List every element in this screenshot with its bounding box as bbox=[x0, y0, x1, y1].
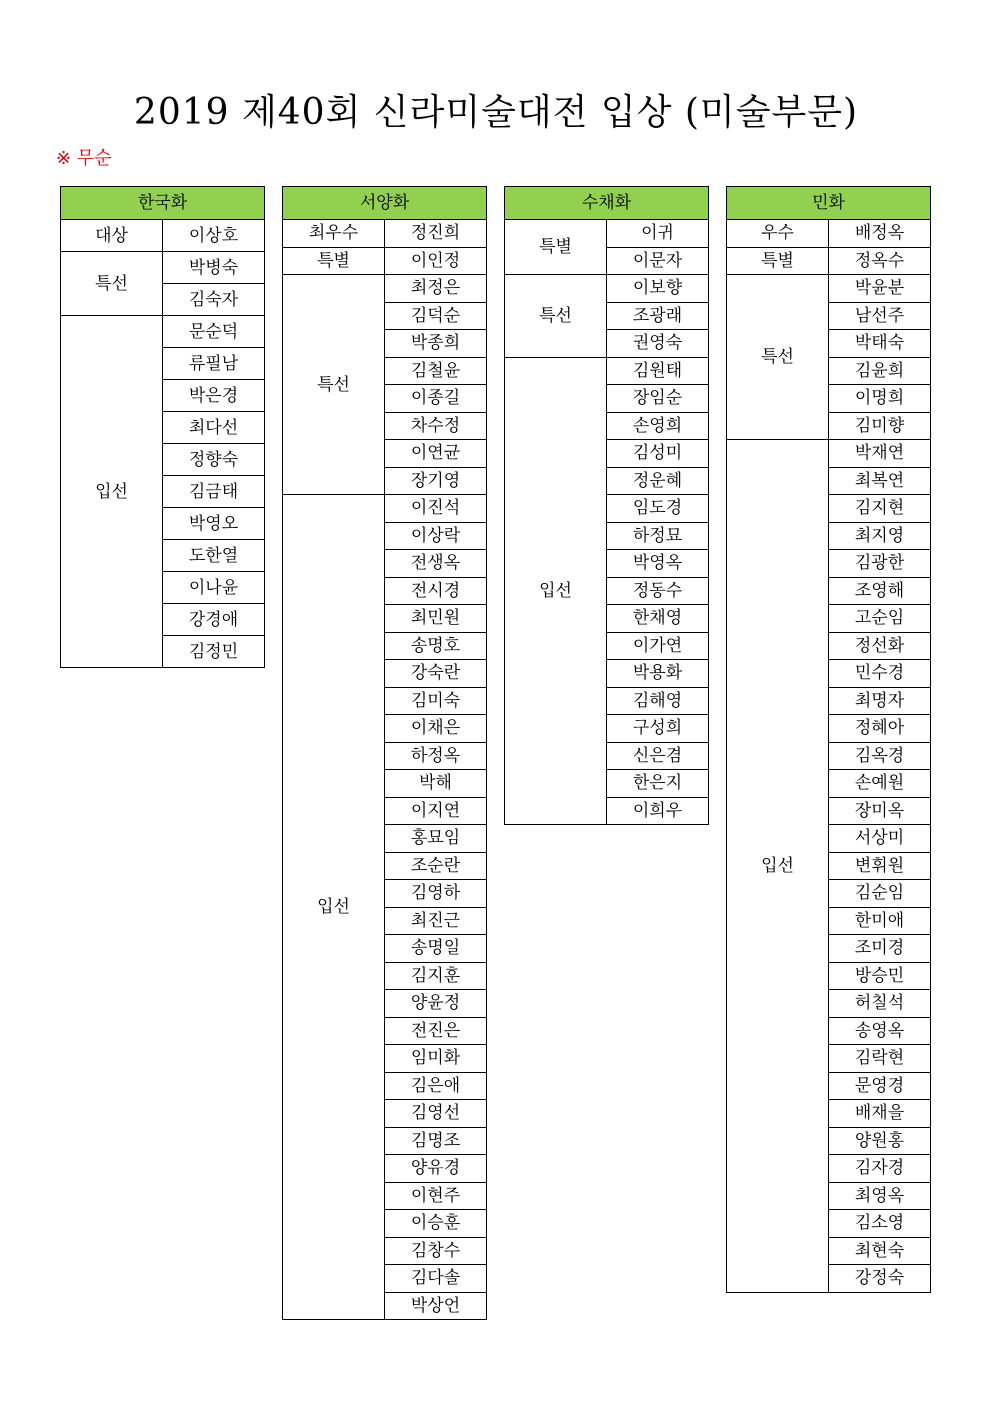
winner-name-cell: 최진근 bbox=[385, 907, 487, 935]
table-row bbox=[727, 440, 931, 468]
winner-name-cell: 최민원 bbox=[385, 605, 487, 633]
winner-name-cell: 이가연 bbox=[607, 632, 709, 660]
winner-name-cell: 강정숙 bbox=[829, 1265, 931, 1293]
winner-name-cell: 양유경 bbox=[385, 1155, 487, 1183]
table-row bbox=[283, 275, 487, 303]
winner-name-cell: 김다솔 bbox=[385, 1265, 487, 1293]
winner-name-cell: 이승훈 bbox=[385, 1210, 487, 1238]
winner-name-cell: 김자경 bbox=[829, 1155, 931, 1183]
winner-name-cell: 박재연 bbox=[829, 440, 931, 468]
winner-name-cell: 박영옥 bbox=[607, 550, 709, 578]
table-header: 서양화 bbox=[283, 187, 487, 220]
table-row bbox=[61, 316, 265, 348]
award-category-cell: 우수 bbox=[727, 220, 829, 248]
winner-name-cell: 양원홍 bbox=[829, 1127, 931, 1155]
winner-name-cell: 한은지 bbox=[607, 770, 709, 798]
winner-name-cell: 최다선 bbox=[163, 412, 265, 444]
winner-name-cell: 김영선 bbox=[385, 1100, 487, 1128]
table-row bbox=[61, 252, 265, 284]
winner-name-cell: 장기영 bbox=[385, 467, 487, 495]
table-row bbox=[61, 220, 265, 252]
winner-name-cell: 김숙자 bbox=[163, 284, 265, 316]
winner-name-cell: 홍묘임 bbox=[385, 825, 487, 853]
award-category-cell: 입선 bbox=[727, 440, 829, 1293]
winner-name-cell: 김소영 bbox=[829, 1210, 931, 1238]
winner-name-cell: 조영해 bbox=[829, 577, 931, 605]
award-category-cell: 특선 bbox=[727, 275, 829, 440]
table-header: 민화 bbox=[727, 187, 931, 220]
winner-name-cell: 이진석 bbox=[385, 495, 487, 523]
winner-name-cell: 한미애 bbox=[829, 907, 931, 935]
winner-name-cell: 민수경 bbox=[829, 660, 931, 688]
table-folk-painting bbox=[726, 186, 931, 1293]
winner-name-cell: 송명일 bbox=[385, 935, 487, 963]
winner-name-cell: 김락현 bbox=[829, 1045, 931, 1073]
winner-name-cell: 최현숙 bbox=[829, 1237, 931, 1265]
winner-name-cell: 정운혜 bbox=[607, 467, 709, 495]
winner-name-cell: 김원태 bbox=[607, 357, 709, 385]
winner-name-cell: 이채은 bbox=[385, 715, 487, 743]
winner-name-cell: 김덕순 bbox=[385, 302, 487, 330]
winner-name-cell: 최지영 bbox=[829, 522, 931, 550]
winner-name-cell: 이상호 bbox=[163, 220, 265, 252]
winner-name-cell: 이귀 bbox=[607, 220, 709, 248]
winner-name-cell: 박용화 bbox=[607, 660, 709, 688]
winner-name-cell: 구성희 bbox=[607, 715, 709, 743]
table-header: 수채화 bbox=[505, 187, 709, 220]
award-category-cell: 특별 bbox=[727, 247, 829, 275]
winner-name-cell: 서상미 bbox=[829, 825, 931, 853]
winner-name-cell: 남선주 bbox=[829, 302, 931, 330]
table-row bbox=[505, 357, 709, 385]
winner-name-cell: 정혜아 bbox=[829, 715, 931, 743]
winner-name-cell: 전진은 bbox=[385, 1017, 487, 1045]
winner-name-cell: 최정은 bbox=[385, 275, 487, 303]
winner-name-cell: 최영옥 bbox=[829, 1182, 931, 1210]
winner-name-cell: 전시경 bbox=[385, 577, 487, 605]
winner-name-cell: 김창수 bbox=[385, 1237, 487, 1265]
winner-name-cell: 하정묘 bbox=[607, 522, 709, 550]
winner-name-cell: 송명호 bbox=[385, 632, 487, 660]
winner-name-cell: 박태숙 bbox=[829, 330, 931, 358]
winner-name-cell: 방승민 bbox=[829, 962, 931, 990]
winner-name-cell: 김해영 bbox=[607, 687, 709, 715]
winner-name-cell: 김정민 bbox=[163, 636, 265, 668]
winner-name-cell: 김명조 bbox=[385, 1127, 487, 1155]
winner-name-cell: 정진희 bbox=[385, 220, 487, 248]
winner-name-cell: 이상락 bbox=[385, 522, 487, 550]
table-watercolor bbox=[504, 186, 709, 825]
winner-name-cell: 박영오 bbox=[163, 508, 265, 540]
order-note: ※ 무순 bbox=[56, 148, 112, 169]
table-row bbox=[283, 220, 487, 248]
winner-name-cell: 김은애 bbox=[385, 1072, 487, 1100]
winner-name-cell: 손예원 bbox=[829, 770, 931, 798]
winner-name-cell: 김순임 bbox=[829, 880, 931, 908]
award-category-cell: 입선 bbox=[61, 316, 163, 668]
table-row bbox=[727, 275, 931, 303]
award-category-cell: 입선 bbox=[505, 357, 607, 825]
winner-name-cell: 박윤분 bbox=[829, 275, 931, 303]
award-category-cell: 최우수 bbox=[283, 220, 385, 248]
table-row bbox=[283, 247, 487, 275]
winner-name-cell: 이희우 bbox=[607, 797, 709, 825]
winner-name-cell: 장미옥 bbox=[829, 797, 931, 825]
winner-name-cell: 권영숙 bbox=[607, 330, 709, 358]
winner-name-cell: 조광래 bbox=[607, 302, 709, 330]
winner-name-cell: 정향숙 bbox=[163, 444, 265, 476]
winner-name-cell: 박병숙 bbox=[163, 252, 265, 284]
winner-name-cell: 이종길 bbox=[385, 385, 487, 413]
winner-name-cell: 하정옥 bbox=[385, 742, 487, 770]
award-category-cell: 특선 bbox=[505, 275, 607, 358]
winner-name-cell: 허칠석 bbox=[829, 990, 931, 1018]
winner-name-cell: 김지훈 bbox=[385, 962, 487, 990]
award-category-cell: 입선 bbox=[283, 495, 385, 1320]
award-category-cell: 특선 bbox=[61, 252, 163, 316]
winner-name-cell: 손영희 bbox=[607, 412, 709, 440]
winner-name-cell: 김윤희 bbox=[829, 357, 931, 385]
winner-name-cell: 김광한 bbox=[829, 550, 931, 578]
table-row bbox=[505, 275, 709, 303]
award-category-cell: 특별 bbox=[505, 220, 607, 275]
winner-name-cell: 임도경 bbox=[607, 495, 709, 523]
winner-name-cell: 정옥수 bbox=[829, 247, 931, 275]
table-row bbox=[505, 220, 709, 248]
winner-name-cell: 김금태 bbox=[163, 476, 265, 508]
winner-name-cell: 최명자 bbox=[829, 687, 931, 715]
winner-name-cell: 고순임 bbox=[829, 605, 931, 633]
winner-name-cell: 배재을 bbox=[829, 1100, 931, 1128]
winner-name-cell: 강경애 bbox=[163, 604, 265, 636]
award-category-cell: 대상 bbox=[61, 220, 163, 252]
page-title: 2019 제40회 신라미술대전 입상 (미술부문) bbox=[133, 92, 859, 133]
winner-name-cell: 이보향 bbox=[607, 275, 709, 303]
winner-name-cell: 임미화 bbox=[385, 1045, 487, 1073]
table-header: 한국화 bbox=[61, 187, 265, 220]
winner-name-cell: 조순란 bbox=[385, 852, 487, 880]
award-category-cell: 특선 bbox=[283, 275, 385, 495]
winner-name-cell: 변휘원 bbox=[829, 852, 931, 880]
winner-name-cell: 김옥경 bbox=[829, 742, 931, 770]
winner-name-cell: 김영하 bbox=[385, 880, 487, 908]
winner-name-cell: 차수정 bbox=[385, 412, 487, 440]
winner-name-cell: 박해 bbox=[385, 770, 487, 798]
winner-name-cell: 이명희 bbox=[829, 385, 931, 413]
winner-name-cell: 박은경 bbox=[163, 380, 265, 412]
winner-name-cell: 류필남 bbox=[163, 348, 265, 380]
winner-name-cell: 이연균 bbox=[385, 440, 487, 468]
winner-name-cell: 박상언 bbox=[385, 1292, 487, 1320]
winner-name-cell: 조미경 bbox=[829, 935, 931, 963]
winner-name-cell: 한채영 bbox=[607, 605, 709, 633]
award-category-cell: 특별 bbox=[283, 247, 385, 275]
winner-name-cell: 강숙란 bbox=[385, 660, 487, 688]
winner-name-cell: 김미숙 bbox=[385, 687, 487, 715]
winner-name-cell: 김미향 bbox=[829, 412, 931, 440]
winner-name-cell: 최복연 bbox=[829, 467, 931, 495]
winner-name-cell: 송영옥 bbox=[829, 1017, 931, 1045]
winner-name-cell: 이지연 bbox=[385, 797, 487, 825]
table-korean-painting bbox=[60, 186, 265, 668]
table-row bbox=[283, 495, 487, 523]
winner-name-cell: 이인정 bbox=[385, 247, 487, 275]
winner-name-cell: 이문자 bbox=[607, 247, 709, 275]
table-row bbox=[727, 247, 931, 275]
winner-name-cell: 김철윤 bbox=[385, 357, 487, 385]
winner-name-cell: 이나윤 bbox=[163, 572, 265, 604]
winner-name-cell: 신은겸 bbox=[607, 742, 709, 770]
winner-name-cell: 이현주 bbox=[385, 1182, 487, 1210]
winner-name-cell: 정선화 bbox=[829, 632, 931, 660]
winner-name-cell: 문순덕 bbox=[163, 316, 265, 348]
winner-name-cell: 박종희 bbox=[385, 330, 487, 358]
winner-name-cell: 장임순 bbox=[607, 385, 709, 413]
winner-name-cell: 문영경 bbox=[829, 1072, 931, 1100]
winner-name-cell: 김지현 bbox=[829, 495, 931, 523]
winner-name-cell: 전생옥 bbox=[385, 550, 487, 578]
winner-name-cell: 도한열 bbox=[163, 540, 265, 572]
table-row bbox=[727, 220, 931, 248]
table-western-painting bbox=[282, 186, 487, 1320]
winner-name-cell: 정동수 bbox=[607, 577, 709, 605]
winner-name-cell: 양윤정 bbox=[385, 990, 487, 1018]
winner-name-cell: 배정옥 bbox=[829, 220, 931, 248]
winner-name-cell: 김성미 bbox=[607, 440, 709, 468]
